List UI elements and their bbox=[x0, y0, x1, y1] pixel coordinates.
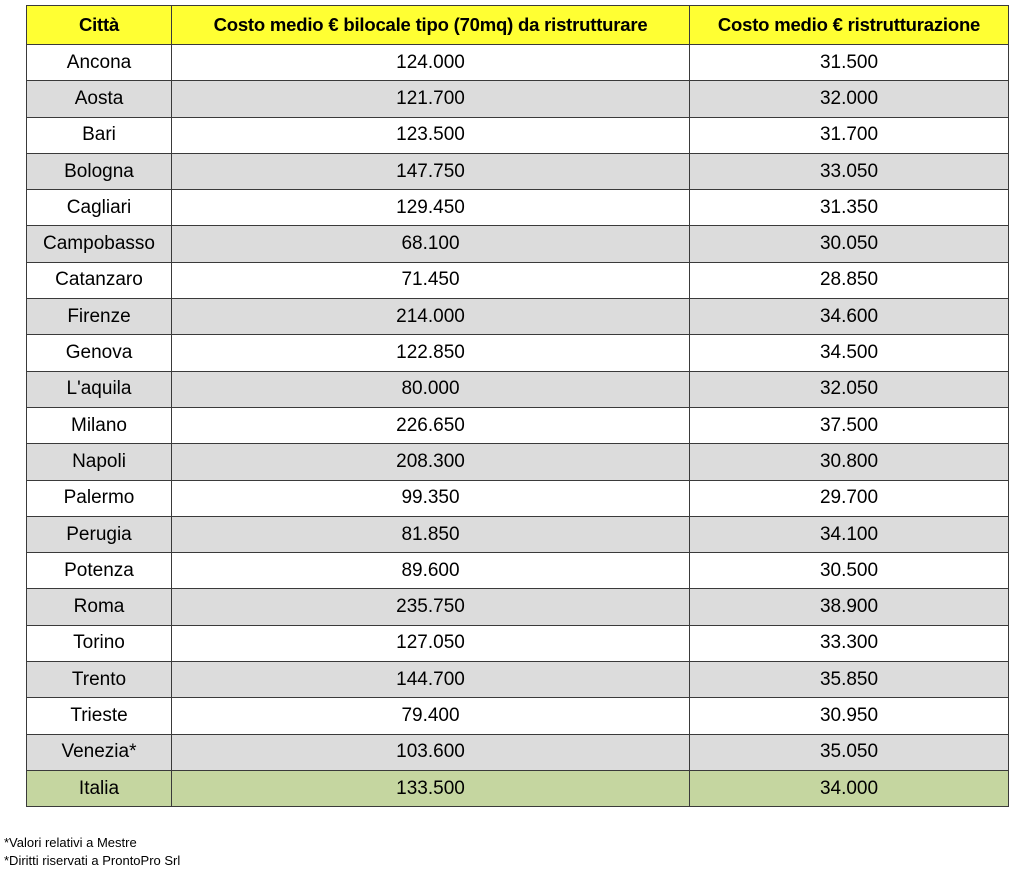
apartment-cost-cell: 147.750 bbox=[172, 153, 690, 189]
table-row bbox=[27, 45, 1009, 81]
city-cell: Bari bbox=[27, 117, 172, 153]
table-row bbox=[27, 117, 1009, 153]
city-cell: Perugia bbox=[27, 516, 172, 552]
table-row bbox=[27, 480, 1009, 516]
city-cell: Napoli bbox=[27, 444, 172, 480]
table-row bbox=[27, 190, 1009, 226]
renovation-cost-cell: 29.700 bbox=[690, 480, 1009, 516]
apartment-cost-cell: 89.600 bbox=[172, 553, 690, 589]
apartment-cost-cell: 123.500 bbox=[172, 117, 690, 153]
city-cell: Catanzaro bbox=[27, 262, 172, 298]
renovation-cost-cell: 30.500 bbox=[690, 553, 1009, 589]
total-renovation-cost-cell: 34.000 bbox=[690, 770, 1009, 806]
apartment-cost-cell: 79.400 bbox=[172, 698, 690, 734]
renovation-cost-cell: 30.050 bbox=[690, 226, 1009, 262]
apartment-cost-cell: 235.750 bbox=[172, 589, 690, 625]
total-apartment-cost-cell: 133.500 bbox=[172, 770, 690, 806]
cost-table bbox=[26, 5, 1009, 807]
apartment-cost-cell: 103.600 bbox=[172, 734, 690, 770]
renovation-cost-cell: 28.850 bbox=[690, 262, 1009, 298]
header-renovation-cost: Costo medio € ristrutturazione bbox=[690, 6, 1009, 45]
renovation-cost-cell: 30.950 bbox=[690, 698, 1009, 734]
total-row bbox=[27, 770, 1009, 806]
city-cell: Potenza bbox=[27, 553, 172, 589]
table-row bbox=[27, 553, 1009, 589]
table-row bbox=[27, 734, 1009, 770]
renovation-cost-cell: 34.100 bbox=[690, 516, 1009, 552]
city-cell: Milano bbox=[27, 407, 172, 443]
table-row bbox=[27, 698, 1009, 734]
renovation-cost-cell: 34.600 bbox=[690, 299, 1009, 335]
renovation-cost-cell: 33.300 bbox=[690, 625, 1009, 661]
table-row bbox=[27, 81, 1009, 117]
city-cell: Campobasso bbox=[27, 226, 172, 262]
apartment-cost-cell: 208.300 bbox=[172, 444, 690, 480]
renovation-cost-cell: 31.350 bbox=[690, 190, 1009, 226]
apartment-cost-cell: 99.350 bbox=[172, 480, 690, 516]
city-cell: Aosta bbox=[27, 81, 172, 117]
table-row bbox=[27, 589, 1009, 625]
total-label-cell: Italia bbox=[27, 770, 172, 806]
apartment-cost-cell: 144.700 bbox=[172, 662, 690, 698]
renovation-cost-cell: 31.500 bbox=[690, 45, 1009, 81]
city-cell: Trieste bbox=[27, 698, 172, 734]
renovation-cost-cell: 34.500 bbox=[690, 335, 1009, 371]
apartment-cost-cell: 124.000 bbox=[172, 45, 690, 81]
apartment-cost-cell: 121.700 bbox=[172, 81, 690, 117]
header-apartment-cost: Costo medio € bilocale tipo (70mq) da ristrutturare bbox=[172, 6, 690, 45]
apartment-cost-cell: 122.850 bbox=[172, 335, 690, 371]
renovation-cost-cell: 35.850 bbox=[690, 662, 1009, 698]
city-cell: Firenze bbox=[27, 299, 172, 335]
footnotes bbox=[4, 834, 180, 870]
apartment-cost-cell: 129.450 bbox=[172, 190, 690, 226]
city-cell: Bologna bbox=[27, 153, 172, 189]
renovation-cost-cell: 31.700 bbox=[690, 117, 1009, 153]
city-cell: Roma bbox=[27, 589, 172, 625]
renovation-cost-cell: 35.050 bbox=[690, 734, 1009, 770]
table-row bbox=[27, 262, 1009, 298]
apartment-cost-cell: 127.050 bbox=[172, 625, 690, 661]
city-cell: L'aquila bbox=[27, 371, 172, 407]
table-body bbox=[27, 45, 1009, 807]
table-row bbox=[27, 625, 1009, 661]
table-row bbox=[27, 516, 1009, 552]
renovation-cost-cell: 32.000 bbox=[690, 81, 1009, 117]
header-row bbox=[27, 6, 1009, 45]
table-row bbox=[27, 662, 1009, 698]
table-row bbox=[27, 226, 1009, 262]
city-cell: Trento bbox=[27, 662, 172, 698]
city-cell: Cagliari bbox=[27, 190, 172, 226]
renovation-cost-cell: 33.050 bbox=[690, 153, 1009, 189]
city-cell: Ancona bbox=[27, 45, 172, 81]
table-row bbox=[27, 153, 1009, 189]
table-row bbox=[27, 371, 1009, 407]
renovation-cost-cell: 32.050 bbox=[690, 371, 1009, 407]
table-row bbox=[27, 335, 1009, 371]
apartment-cost-cell: 214.000 bbox=[172, 299, 690, 335]
table-row bbox=[27, 407, 1009, 443]
city-cell: Palermo bbox=[27, 480, 172, 516]
city-cell: Genova bbox=[27, 335, 172, 371]
renovation-cost-cell: 38.900 bbox=[690, 589, 1009, 625]
footnote-mestre: *Valori relativi a Mestre bbox=[4, 835, 137, 850]
apartment-cost-cell: 80.000 bbox=[172, 371, 690, 407]
apartment-cost-cell: 68.100 bbox=[172, 226, 690, 262]
apartment-cost-cell: 71.450 bbox=[172, 262, 690, 298]
table-row bbox=[27, 444, 1009, 480]
city-cell: Torino bbox=[27, 625, 172, 661]
apartment-cost-cell: 226.650 bbox=[172, 407, 690, 443]
footnote-copyright: *Diritti riservati a ProntoPro Srl bbox=[4, 853, 181, 868]
renovation-cost-cell: 30.800 bbox=[690, 444, 1009, 480]
apartment-cost-cell: 81.850 bbox=[172, 516, 690, 552]
renovation-cost-cell: 37.500 bbox=[690, 407, 1009, 443]
city-cell: Venezia* bbox=[27, 734, 172, 770]
table-row bbox=[27, 299, 1009, 335]
header-city: Città bbox=[27, 6, 172, 45]
